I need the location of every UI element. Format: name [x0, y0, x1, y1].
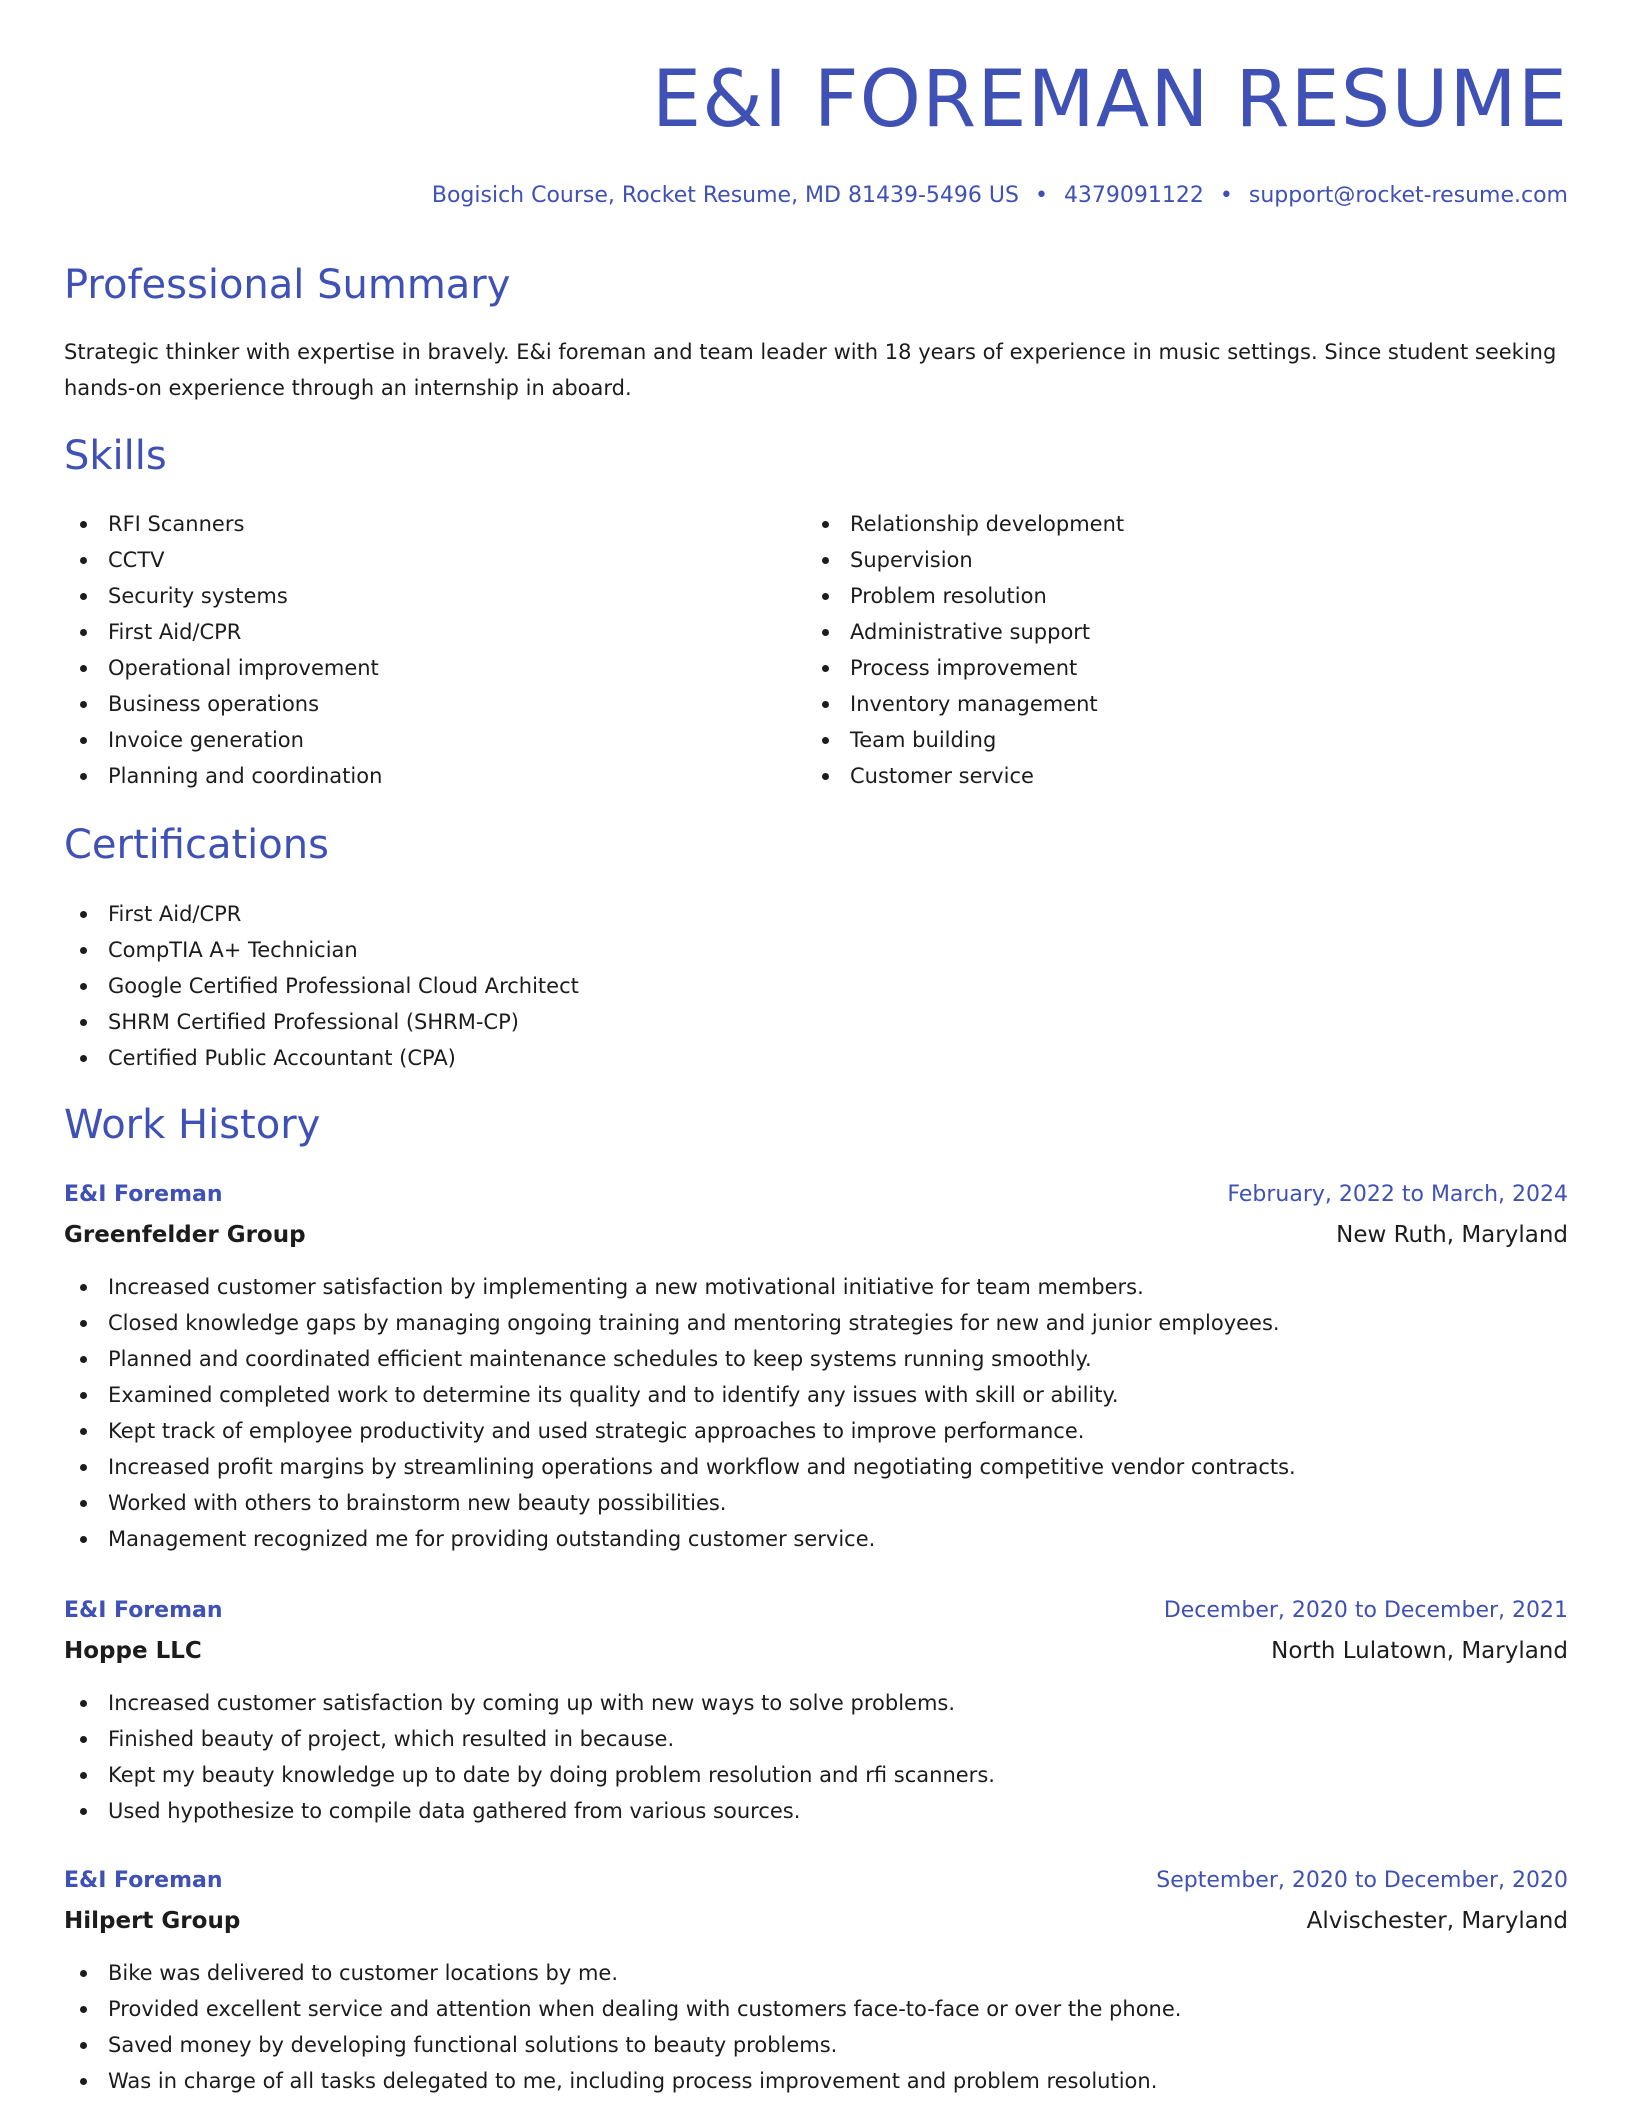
bullet-dot	[822, 629, 829, 636]
bullet-dot	[80, 773, 87, 780]
bullet-dot	[80, 1970, 87, 1977]
bullet-dot	[80, 629, 87, 636]
bullet-dot	[80, 737, 87, 744]
bullet-dot	[80, 1536, 87, 1543]
job-location: New Ruth, Maryland	[1336, 1222, 1568, 1248]
skill-item: Operational improvement	[64, 650, 382, 686]
job-company: Greenfelder Group	[64, 1222, 306, 1248]
job-bullet: Kept track of employee productivity and used strategic approaches to improve performance.	[64, 1413, 1296, 1449]
bullet-dot	[80, 947, 87, 954]
bullet-dot	[80, 1392, 87, 1399]
skill-item: RFI Scanners	[64, 506, 382, 542]
certifications-list	[64, 896, 579, 1076]
bullet-dot	[822, 701, 829, 708]
bullet-dot	[80, 1700, 87, 1707]
resume-title: E&I FOREMAN RESUME	[651, 55, 1568, 145]
bullet-dot	[80, 983, 87, 990]
job-dates: September, 2020 to December, 2020	[1156, 1868, 1568, 1893]
job-location: North Lulatown, Maryland	[1271, 1638, 1568, 1664]
certification-item: CompTIA A+ Technician	[64, 932, 579, 968]
bullet-dot	[822, 557, 829, 564]
bullet-dot	[80, 1055, 87, 1062]
job-bullet: Increased customer satisfaction by coming up with new ways to solve problems.	[64, 1685, 995, 1721]
bullet-dot	[80, 1500, 87, 1507]
job-bullet: Provided excellent service and attention when dealing with customers face-to-face or over the phone.	[64, 1991, 1181, 2027]
job-company: Hilpert Group	[64, 1908, 241, 1934]
job-bullet-list	[64, 1955, 1181, 2099]
summary-heading: Professional Summary	[64, 262, 511, 308]
bullet-dot	[80, 1320, 87, 1327]
job-bullet: Kept my beauty knowledge up to date by doing problem resolution and rfi scanners.	[64, 1757, 995, 1793]
bullet-dot	[822, 773, 829, 780]
job-bullet: Saved money by developing functional solutions to beauty problems.	[64, 2027, 1181, 2063]
job-bullet: Increased profit margins by streamlining operations and workflow and negotiating competitive vendor contracts.	[64, 1449, 1296, 1485]
skill-item: Relationship development	[806, 506, 1124, 542]
bullet-dot	[80, 1284, 87, 1291]
bullet-dot	[80, 521, 87, 528]
bullet-dot	[80, 2078, 87, 2085]
certification-item: Google Certified Professional Cloud Architect	[64, 968, 579, 1004]
work-history-heading: Work History	[64, 1102, 321, 1148]
job-bullet: Planned and coordinated efficient maintenance schedules to keep systems running smoothly.	[64, 1341, 1296, 1377]
bullet-dot	[822, 737, 829, 744]
skills-heading: Skills	[64, 433, 167, 479]
skills-list-right	[806, 506, 1124, 794]
job-bullet: Finished beauty of project, which resulted in because.	[64, 1721, 995, 1757]
skill-item: Administrative support	[806, 614, 1124, 650]
bullet-dot	[822, 521, 829, 528]
certification-item: Certified Public Accountant (CPA)	[64, 1040, 579, 1076]
skill-item: First Aid/CPR	[64, 614, 382, 650]
bullet-dot	[80, 1356, 87, 1363]
job-bullet: Worked with others to brainstorm new beauty possibilities.	[64, 1485, 1296, 1521]
job-bullet-list	[64, 1269, 1296, 1557]
skill-item: Customer service	[806, 758, 1124, 794]
skills-list-left	[64, 506, 382, 794]
bullet-dot	[80, 1464, 87, 1471]
bullet-dot	[80, 1736, 87, 1743]
job-title: E&I Foreman	[64, 1868, 223, 1893]
bullet-dot	[80, 2042, 87, 2049]
bullet-dot	[80, 911, 87, 918]
skill-item: Supervision	[806, 542, 1124, 578]
job-title: E&I Foreman	[64, 1598, 223, 1623]
certification-item: SHRM Certified Professional (SHRM-CP)	[64, 1004, 579, 1040]
skill-item: Business operations	[64, 686, 382, 722]
job-location: Alvischester, Maryland	[1306, 1908, 1568, 1934]
job-dates: December, 2020 to December, 2021	[1163, 1598, 1568, 1623]
skill-item: Team building	[806, 722, 1124, 758]
job-bullet: Bike was delivered to customer locations by me.	[64, 1955, 1181, 1991]
bullet-dot	[80, 701, 87, 708]
job-entry	[64, 1863, 1568, 2093]
bullet-dot	[80, 1808, 87, 1815]
contact-email[interactable]: support@rocket-resume.com	[1248, 183, 1568, 208]
bullet-dot	[80, 557, 87, 564]
contact-separator: •	[1034, 183, 1048, 208]
job-bullet: Closed knowledge gaps by managing ongoing training and mentoring strategies for new and junior employees.	[64, 1305, 1296, 1341]
contact-phone[interactable]: 4379091122	[1063, 183, 1204, 208]
job-title: E&I Foreman	[64, 1182, 223, 1207]
job-bullet: Examined completed work to determine its quality and to identify any issues with skill or ability.	[64, 1377, 1296, 1413]
certifications-heading: Certifications	[64, 822, 329, 868]
job-bullet-list	[64, 1685, 995, 1829]
skill-item: Problem resolution	[806, 578, 1124, 614]
skill-item: Process improvement	[806, 650, 1124, 686]
bullet-dot	[822, 665, 829, 672]
bullet-dot	[80, 593, 87, 600]
contact-line	[432, 180, 1568, 212]
job-bullet: Used hypothesize to compile data gathered from various sources.	[64, 1793, 995, 1829]
bullet-dot	[80, 1019, 87, 1026]
skill-item: Security systems	[64, 578, 382, 614]
job-company: Hoppe LLC	[64, 1638, 202, 1664]
job-bullet: Management recognized me for providing outstanding customer service.	[64, 1521, 1296, 1557]
contact-separator: •	[1219, 183, 1233, 208]
bullet-dot	[822, 593, 829, 600]
bullet-dot	[80, 1428, 87, 1435]
job-bullet: Was in charge of all tasks delegated to me, including process improvement and problem resolution.	[64, 2063, 1181, 2099]
job-entry	[64, 1593, 1568, 1823]
contact-address: Bogisich Course, Rocket Resume, MD 81439-5496 US	[431, 183, 1019, 208]
bullet-dot	[80, 665, 87, 672]
certification-item: First Aid/CPR	[64, 896, 579, 932]
job-entry	[64, 1177, 1568, 1551]
skill-item: CCTV	[64, 542, 382, 578]
job-bullet: Increased customer satisfaction by implementing a new motivational initiative for team members.	[64, 1269, 1296, 1305]
skill-item: Planning and coordination	[64, 758, 382, 794]
skill-item: Invoice generation	[64, 722, 382, 758]
bullet-dot	[80, 2006, 87, 2013]
skill-item: Inventory management	[806, 686, 1124, 722]
bullet-dot	[80, 1772, 87, 1779]
summary-text: Strategic thinker with expertise in bravely. E&i foreman and team leader with 18 years of experience in music settings. Since student seeking hands-on experience through an internship in aboard.	[64, 340, 1557, 400]
job-dates: February, 2022 to March, 2024	[1227, 1182, 1568, 1207]
